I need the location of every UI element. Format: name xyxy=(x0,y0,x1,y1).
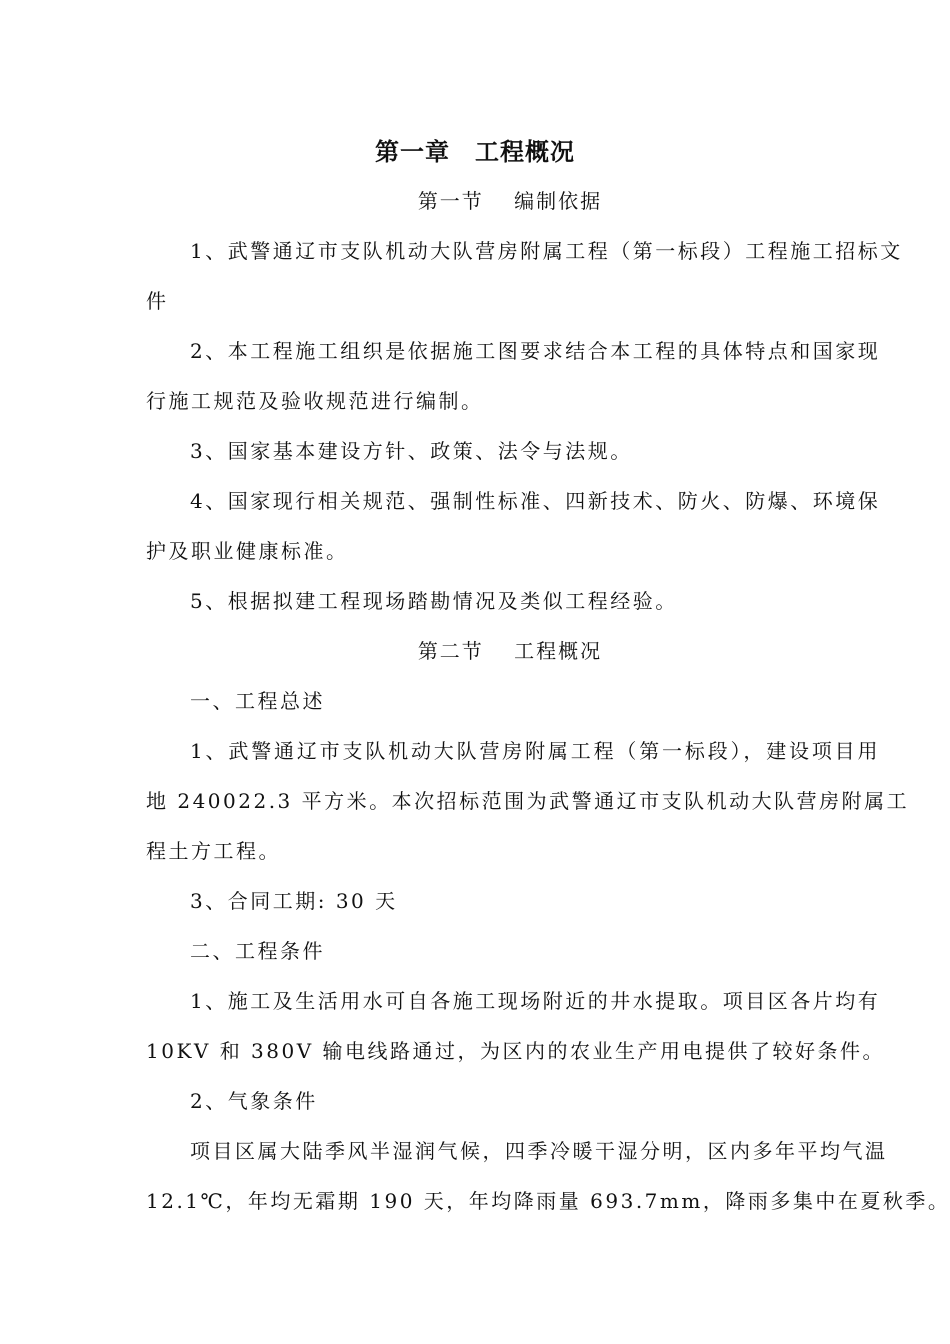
paragraph-line: 一、工程总述 xyxy=(190,689,325,713)
section-heading-basis: 第一节 编制依据 xyxy=(417,189,603,213)
paragraph-line: 1、武警通辽市支队机动大队营房附属工程（第一标段），建设项目用 xyxy=(190,739,880,763)
paragraph-line: 3、国家基本建设方针、政策、法令与法规。 xyxy=(190,439,633,463)
paragraph-line: 二、工程条件 xyxy=(190,939,325,963)
paragraph-line: 地 240022.3 平方米。本次招标范围为武警通辽市支队机动大队营房附属工 xyxy=(146,789,910,813)
paragraph-line: 件 xyxy=(146,289,169,313)
paragraph-line: 护及职业健康标准。 xyxy=(146,539,349,563)
paragraph-line: 行施工规范及验收规范进行编制。 xyxy=(146,389,484,413)
paragraph-line: 10KV 和 380V 输电线路通过，为区内的农业生产用电提供了较好条件。 xyxy=(146,1039,886,1063)
paragraph-line: 程土方工程。 xyxy=(146,839,281,863)
paragraph-line: 5、根据拟建工程现场踏勘情况及类似工程经验。 xyxy=(190,589,678,613)
paragraph-line: 2、本工程施工组织是依据施工图要求结合本工程的具体特点和国家现 xyxy=(190,339,881,363)
paragraph-line: 1、施工及生活用水可自各施工现场附近的井水提取。项目区各片均有 xyxy=(190,989,881,1013)
paragraph-line: 2、气象条件 xyxy=(190,1089,318,1113)
paragraph-line: 3、合同工期: 30 天 xyxy=(190,889,398,913)
paragraph-line: 4、国家现行相关规范、强制性标准、四新技术、防火、防爆、环境保 xyxy=(190,489,881,513)
chapter-title: 第一章 工程概况 xyxy=(375,138,575,166)
paragraph-line: 1、武警通辽市支队机动大队营房附属工程（第一标段）工程施工招标文 xyxy=(190,239,903,263)
paragraph-line: 项目区属大陆季风半湿润气候，四季冷暖干湿分明，区内多年平均气温 xyxy=(190,1139,888,1163)
section-heading-overview: 第二节 工程概况 xyxy=(417,639,603,663)
paragraph-line: 12.1℃，年均无霜期 190 天，年均降雨量 693.7mm，降雨多集中在夏秋季。 xyxy=(146,1189,950,1213)
